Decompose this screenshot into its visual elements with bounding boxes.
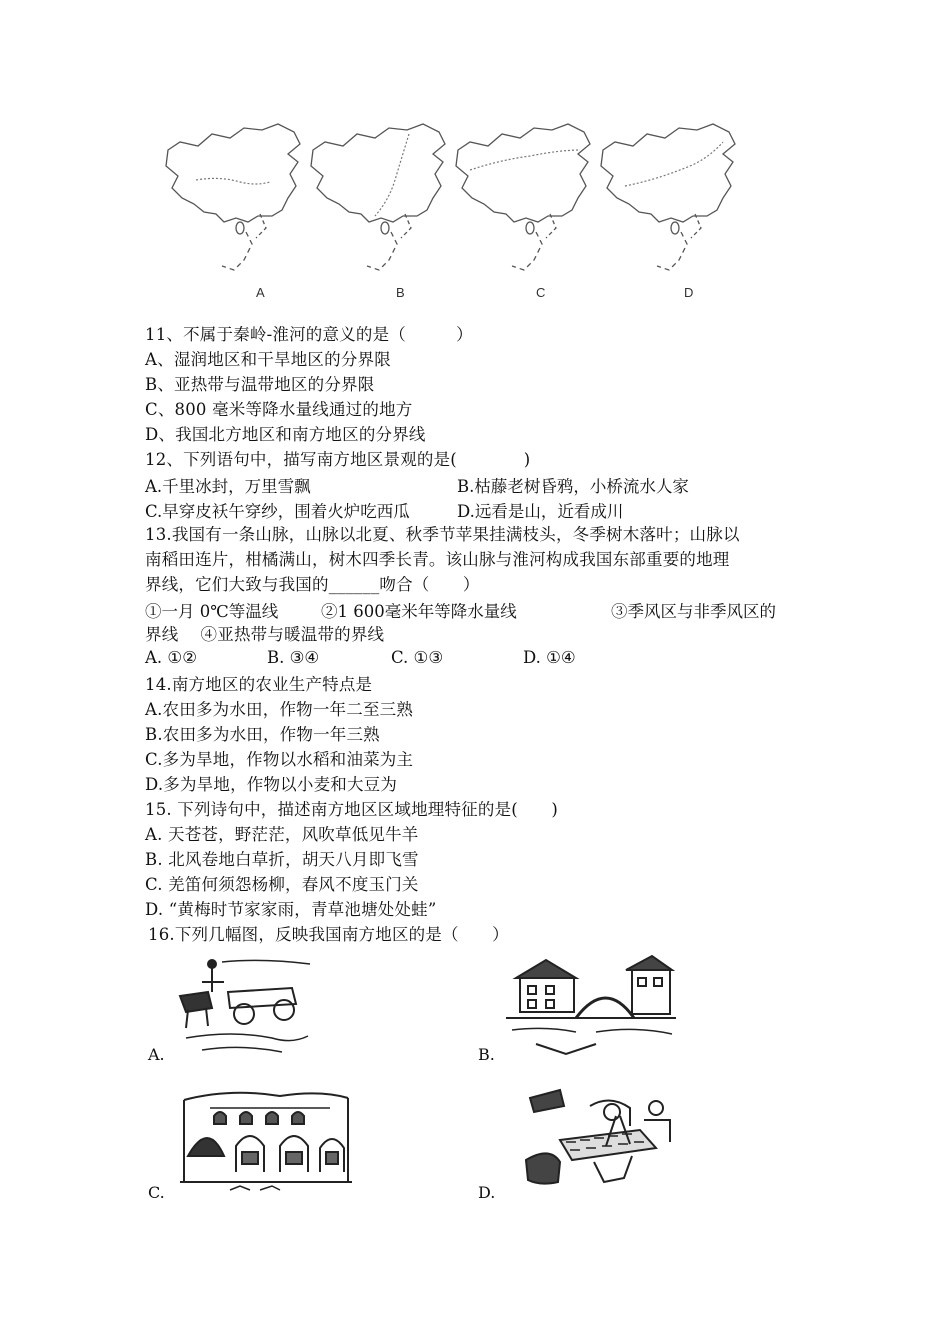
- question-12-stem: 12、下列语句中，描写南方地区景观的是( ): [145, 450, 531, 469]
- question-13-choice-d: D. ①④: [523, 648, 576, 667]
- question-12-option-d: D.远看是山，近看成川: [457, 502, 624, 521]
- question-13-statement-2: ②1 600毫米年等降水量线: [321, 602, 517, 621]
- picture-b-water-town: [506, 948, 676, 1060]
- china-map-d: [595, 120, 755, 280]
- question-12-option-a: A.千里冰封，万里雪飘: [145, 477, 311, 496]
- question-14-option-d: D.多为旱地，作物以小麦和大豆为: [145, 775, 398, 794]
- question-11-stem: 11、不属于秦岭-淮河的意义的是（ ）: [145, 325, 473, 344]
- question-15-option-c: C. 羌笛何须怨杨柳，春风不度玉门关: [145, 875, 419, 894]
- picture-label-a: A.: [148, 1045, 165, 1064]
- picture-label-c: C.: [148, 1183, 165, 1202]
- question-11-option-d: D、我国北方地区和南方地区的分界线: [145, 425, 426, 444]
- china-map-a: [160, 120, 320, 280]
- question-14-option-c: C.多为旱地，作物以水稻和油菜为主: [145, 750, 414, 769]
- map-label-c: C: [536, 285, 546, 300]
- question-13-statement-1: ①一月 0℃等温线: [145, 602, 279, 621]
- picture-a-cart-scene: [172, 952, 314, 1056]
- question-13-line-5: 界线 ④亚热带与暖温带的界线: [145, 625, 385, 644]
- china-maps-figure: [150, 120, 770, 320]
- question-13-choice-c: C. ①③: [391, 648, 444, 667]
- question-11-option-a: A、湿润地区和干旱地区的分界限: [145, 350, 391, 369]
- question-16-stem: 16.下列几幅图，反映我国南方地区的是（ ）: [148, 925, 509, 944]
- china-map-c: [450, 120, 610, 280]
- china-map-b: [305, 120, 465, 280]
- question-12-option-b: B.枯藤老树昏鸦，小桥流水人家: [457, 477, 689, 496]
- question-12-option-c: C.早穿皮袄午穿纱，围着火炉吃西瓜: [145, 502, 410, 521]
- question-15-stem: 15. 下列诗句中，描述南方地区区域地理特征的是( ): [145, 800, 558, 819]
- question-13-line-3: 界线，它们大致与我国的______吻合（ ）: [145, 575, 480, 594]
- question-14-option-b: B.农田多为水田，作物一年三熟: [145, 725, 380, 744]
- question-11-option-c: C、800 毫米等降水量线通过的地方: [145, 400, 413, 419]
- question-13-line-2: 南稻田连片，柑橘满山，树木四季长青。该山脉与淮河构成我国东部重要的地理: [145, 550, 730, 569]
- question-13-line-1: 13.我国有一条山脉，山脉以北夏、秋季节苹果挂满枝头，冬季树木落叶；山脉以: [145, 525, 740, 544]
- question-13-statement-3: ③季风区与非季风区的: [611, 602, 776, 621]
- question-14-stem: 14.南方地区的农业生产特点是: [145, 675, 373, 694]
- picture-d-village-well: [520, 1086, 680, 1198]
- picture-label-d: D.: [478, 1183, 496, 1202]
- question-15-option-b: B. 北风卷地白草折，胡天八月即飞雪: [145, 850, 419, 869]
- map-label-d: D: [684, 285, 694, 300]
- picture-label-b: B.: [478, 1045, 495, 1064]
- map-label-b: B: [396, 285, 405, 300]
- question-13-choice-a: A. ①②: [145, 648, 197, 667]
- question-14-option-a: A.农田多为水田，作物一年二至三熟: [145, 700, 414, 719]
- question-15-option-a: A. 天苍苍，野茫茫，风吹草低见牛羊: [145, 825, 419, 844]
- picture-c-cave-dwellings: [180, 1086, 352, 1198]
- question-15-option-d: D. “黄梅时节家家雨，青草池塘处处蛙”: [145, 900, 437, 919]
- question-13-choice-b: B. ③④: [267, 648, 320, 667]
- question-11-option-b: B、亚热带与温带地区的分界限: [145, 375, 375, 394]
- map-label-a: A: [256, 285, 265, 300]
